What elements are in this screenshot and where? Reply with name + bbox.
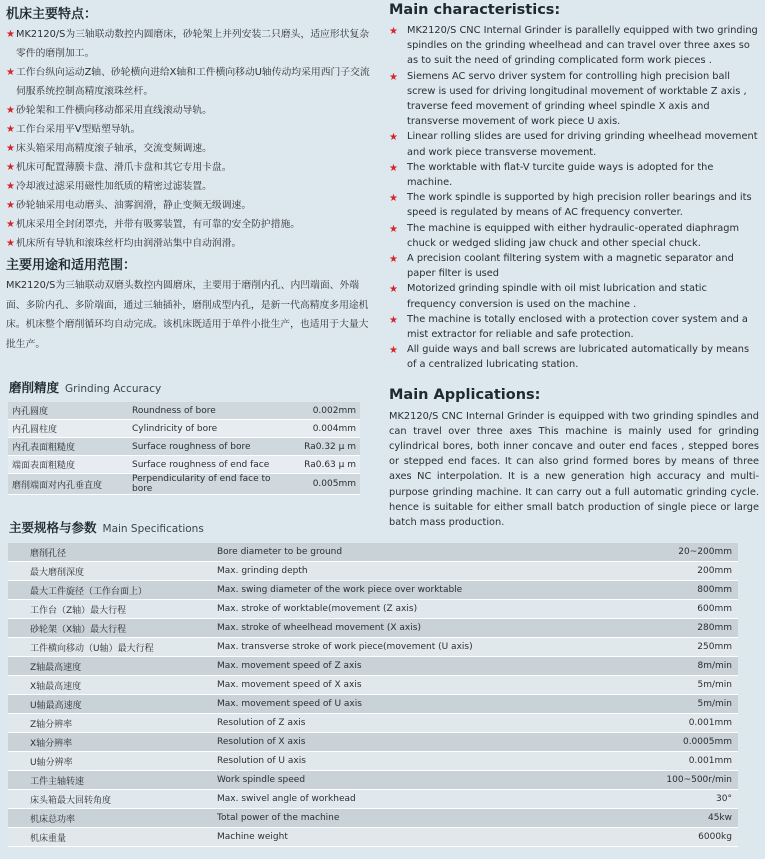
star-icon: ★: [389, 223, 398, 235]
accuracy-title-en: Grinding Accuracy: [65, 383, 162, 395]
table-cell: Max. transverse stroke of work piece(movement (U axis): [211, 638, 636, 657]
table-row: [8, 619, 738, 638]
table-cell: 100~500r/min: [636, 771, 738, 790]
table-cell: 20~200mm: [636, 543, 738, 562]
star-icon: ★: [6, 105, 15, 116]
cn-features-list: [6, 25, 378, 253]
table-row: [8, 638, 738, 657]
accuracy-title-cn: 磨削精度: [9, 380, 60, 395]
table-cell: 800mm: [636, 581, 738, 600]
table-cell: 内孔圆度: [8, 402, 128, 420]
en-characteristics-title: Main characteristics:: [389, 2, 561, 18]
cn-features-title: 机床主要特点：: [6, 7, 98, 22]
star-icon: ★: [389, 193, 398, 205]
table-cell: Max. stroke of worktable(movement (Z axis): [211, 600, 636, 619]
table-row: [8, 809, 738, 828]
table-cell: 工件主轴转速: [8, 771, 211, 790]
table-row: [8, 543, 738, 562]
star-icon: ★: [389, 284, 398, 296]
star-icon: ★: [389, 71, 398, 83]
table-cell: 0.001mm: [636, 752, 738, 771]
table-cell: Resolution of U axis: [211, 752, 636, 771]
table-cell: Work spindle speed: [211, 771, 636, 790]
cn-column: [6, 0, 378, 354]
table-cell: 最大磨削深度: [8, 562, 211, 581]
specs-table: [8, 543, 738, 847]
table-cell: 最大工件旋径（工作台面上）: [8, 581, 211, 600]
table-cell: X轴最高速度: [8, 676, 211, 695]
table-cell: 45kw: [636, 809, 738, 828]
list-item: ★ 工作台纵向运动Z轴、砂轮横向进给X轴和工件横向移动U轴传动均采用西门子交流伺服系统控制高精度滚珠丝杆。: [6, 63, 378, 101]
table-cell: 5m/min: [636, 676, 738, 695]
table-row: [8, 828, 738, 847]
table-cell: Ra0.63 μ m: [286, 456, 360, 474]
table-cell: 机床总功率: [8, 809, 211, 828]
cn-applications-text: MK2120/S为三轴联动双磨头数控内圆磨床，主要用于磨削内孔、内凹端面、外端面、多阶内孔、多阶端面，通过三轴插补，磨削成型内孔，是新一代高精度多用途机床。机床整个磨削循环均自动完成。该机床既适用于单件小批生产，也适用于大量大批生产。: [6, 280, 369, 350]
table-row: [8, 790, 738, 809]
en-characteristics-list: [389, 23, 759, 373]
cn-applications-title: 主要用途和适用范围：: [6, 258, 137, 273]
table-row: [8, 438, 360, 456]
specs-title-cn: 主要规格与参数: [9, 520, 97, 535]
table-cell: 端面表面粗糙度: [8, 456, 128, 474]
table-row: [8, 657, 738, 676]
table-row: [8, 600, 738, 619]
table-cell: 250mm: [636, 638, 738, 657]
list-item: ★ 工作台采用平V型贴塑导轨。: [6, 120, 378, 139]
list-item: ★ A precision coolant filtering system with a magnetic separator and paper filter is used: [389, 253, 734, 280]
table-cell: 磨削孔径: [8, 543, 211, 562]
star-icon: ★: [6, 124, 15, 135]
table-cell: 30°: [636, 790, 738, 809]
en-applications-title: Main Applications:: [389, 386, 541, 403]
table-cell: Ra0.32 μ m: [286, 438, 360, 456]
table-cell: 0.005mm: [286, 474, 360, 495]
table-cell: Resolution of X axis: [211, 733, 636, 752]
star-icon: ★: [6, 29, 15, 40]
table-cell: 0.001mm: [636, 714, 738, 733]
table-cell: Cylindricity of bore: [128, 420, 286, 438]
table-cell: 0.002mm: [286, 402, 360, 420]
list-item: ★ 冷却液过滤采用磁性加纸质的精密过滤装置。: [6, 177, 378, 196]
table-cell: Machine weight: [211, 828, 636, 847]
table-cell: 床头箱最大回转角度: [8, 790, 211, 809]
table-cell: Surface roughness of bore: [128, 438, 286, 456]
table-cell: Bore diameter to be ground: [211, 543, 636, 562]
table-cell: Max. movement speed of Z axis: [211, 657, 636, 676]
table-cell: 工作台（Z轴）最大行程: [8, 600, 211, 619]
table-cell: Roundness of bore: [128, 402, 286, 420]
accuracy-table: [8, 402, 360, 495]
star-icon: ★: [6, 67, 15, 78]
table-cell: 砂轮架（X轴）最大行程: [8, 619, 211, 638]
table-cell: 6000kg: [636, 828, 738, 847]
table-cell: Max. movement speed of U axis: [211, 695, 636, 714]
list-item: ★ MK2120/S为三轴联动数控内圆磨床，砂轮架上并列安装二只磨头，适应形状复杂零件的磨削加工。: [6, 25, 378, 63]
specs-heading: [9, 518, 204, 536]
table-cell: 600mm: [636, 600, 738, 619]
list-item: ★ 机床可配置薄膜卡盘、滑爪卡盘和其它专用卡盘。: [6, 158, 378, 177]
list-item: ★ The work spindle is supported by high precision roller bearings and its speed is regulated by means of AC frequency converter.: [389, 192, 752, 219]
table-cell: 8m/min: [636, 657, 738, 676]
table-row: [8, 420, 360, 438]
table-cell: 280mm: [636, 619, 738, 638]
star-icon: ★: [6, 200, 15, 211]
table-cell: Perpendicularity of end face to bore: [128, 474, 286, 495]
table-row: [8, 562, 738, 581]
list-item: ★ The worktable with flat-V turcite guide ways is adopted for the machine.: [389, 161, 714, 189]
table-row: [8, 474, 360, 495]
table-cell: 0.004mm: [286, 420, 360, 438]
list-item: ★ Linear rolling slides are used for driving grinding wheelhead movement and work piece transverse movement.: [389, 131, 758, 158]
table-row: [8, 714, 738, 733]
table-cell: Max. stroke of wheelhead movement (X axis): [211, 619, 636, 638]
table-cell: Z轴分辨率: [8, 714, 211, 733]
table-row: [8, 676, 738, 695]
table-cell: Max. swivel angle of workhead: [211, 790, 636, 809]
list-item: ★ 床头箱采用高精度滚子轴承，交流变频调速。: [6, 139, 378, 158]
list-item: ★ The machine is totally enclosed with a protection cover system and a mist extractor for reliable and safe protection.: [389, 313, 748, 341]
table-cell: 内孔表面粗糙度: [8, 438, 128, 456]
table-cell: 内孔圆柱度: [8, 420, 128, 438]
table-row: [8, 733, 738, 752]
list-item: ★ All guide ways and ball screws are lubricated automatically by means of a centralized lubricating station.: [389, 344, 750, 371]
star-icon: ★: [389, 162, 398, 174]
star-icon: ★: [389, 26, 398, 37]
table-row: [8, 581, 738, 600]
list-item: ★ 机床所有导轨和滚珠丝杆均由润滑站集中自动润滑。: [6, 234, 378, 253]
star-icon: ★: [6, 143, 15, 154]
table-cell: U轴分辨率: [8, 752, 211, 771]
star-icon: ★: [389, 345, 398, 357]
table-row: [8, 695, 738, 714]
table-cell: 5m/min: [636, 695, 738, 714]
list-item: ★ MK2120/S CNC Internal Grinder is parallelly equipped with two grinding spindles on the grinding wheelhead and can travel over three axes so as to suit the need of grinding complicated form work pieces .: [389, 25, 758, 67]
en-column: [389, 0, 759, 530]
list-item: ★ 砂轮架和工件横向移动都采用直线滚动导轨。: [6, 101, 378, 120]
table-cell: Surface roughness of end face: [128, 456, 286, 474]
table-cell: U轴最高速度: [8, 695, 211, 714]
table-cell: Max. grinding depth: [211, 562, 636, 581]
table-cell: 磨削端面对内孔垂直度: [8, 474, 128, 495]
list-item: ★ Siemens AC servo driver system for controlling high precision ball screw is used for driving longitudinal movement of worktable Z axis , traverse feed movement of grinding wheel spindle X axis and transverse movement of work piece U axis.: [389, 70, 747, 128]
list-item: ★ Motorized grinding spindle with oil mist lubrication and static frequency conversion is used on the machine .: [389, 283, 707, 310]
accuracy-heading: [9, 378, 161, 396]
star-icon: ★: [6, 162, 15, 173]
star-icon: ★: [389, 314, 398, 326]
table-cell: 机床重量: [8, 828, 211, 847]
table-cell: Resolution of Z axis: [211, 714, 636, 733]
table-cell: Max. movement speed of X axis: [211, 676, 636, 695]
list-item: ★ The machine is equipped with either hydraulic-operated diaphragm chuck or wedged sliding jaw chuck and other special chuck.: [389, 222, 739, 249]
table-cell: Z轴最高速度: [8, 657, 211, 676]
specs-title-en: Main Specifications: [102, 523, 204, 535]
table-cell: 200mm: [636, 562, 738, 581]
en-applications-text: MK2120/S CNC Internal Grinder is equipped with two grinding spindles and can travel over three axes This machine is mainly used for grinding cylindrical bores, both inner concave and outer end faces , stepped bores or stepped end faces. It can also grind formed bores by means of three axes NC interpolation. It is a new generation high accuracy and multi-purpose grinding machine. It can carry out a full automatic grinding cycle. hence is suitable for either small batch production of single piece or large batch mass production.: [389, 410, 759, 529]
table-cell: X轴分辨率: [8, 733, 211, 752]
table-cell: 工件横向移动（U轴）最大行程: [8, 638, 211, 657]
star-icon: ★: [389, 254, 398, 266]
list-item: ★ 机床采用全封闭罩壳，并带有吸雾装置，有可靠的安全防护措施。: [6, 215, 378, 234]
table-row: [8, 771, 738, 790]
star-icon: ★: [389, 132, 398, 144]
table-cell: 0.0005mm: [636, 733, 738, 752]
star-icon: ★: [6, 181, 15, 192]
table-row: [8, 752, 738, 771]
list-item: ★ 砂轮轴采用电动磨头、油雾润滑，静止变频无级调速。: [6, 196, 378, 215]
table-cell: Total power of the machine: [211, 809, 636, 828]
table-row: [8, 402, 360, 420]
table-row: [8, 456, 360, 474]
star-icon: ★: [6, 238, 15, 249]
table-cell: Max. swing diameter of the work piece over worktable: [211, 581, 636, 600]
star-icon: ★: [6, 219, 15, 230]
